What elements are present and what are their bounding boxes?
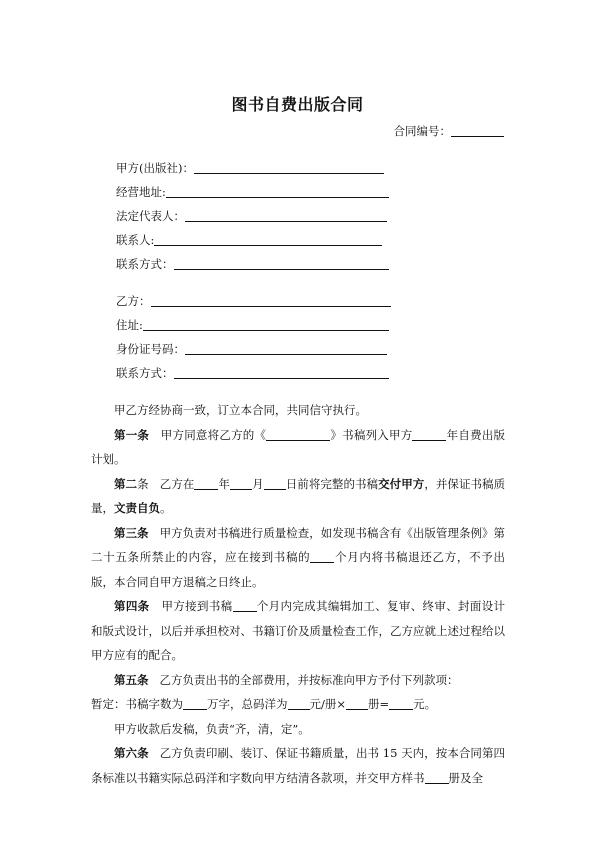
contract-body bbox=[91, 398, 505, 790]
article-5 bbox=[91, 668, 505, 693]
editing-months-blank[interactable] bbox=[233, 599, 257, 612]
party-b-phone-field bbox=[116, 365, 389, 381]
article-5-text: 册= bbox=[368, 697, 390, 711]
party-b-id-field bbox=[116, 341, 387, 357]
party-b-phone-label: 联系方式： bbox=[116, 366, 174, 380]
party-b-address-field bbox=[116, 317, 389, 333]
article-2-text: ，并保证书稿质量， bbox=[91, 476, 506, 515]
sample-copies-blank[interactable] bbox=[425, 771, 449, 784]
article-5-text: 暂定：书稿字数为 bbox=[91, 697, 183, 711]
delivery-day-blank[interactable] bbox=[264, 477, 286, 490]
article-2-text: 条 bbox=[137, 476, 149, 491]
contract-number-label: 合同编号： bbox=[393, 124, 451, 138]
party-a-name-label: 甲方(出版社)： bbox=[116, 161, 194, 175]
article-5-heading: 第五条 bbox=[114, 672, 149, 687]
article-5-text: 乙方负责出书的全部费用，并按标准向甲方予付下列款项： bbox=[159, 672, 459, 687]
party-a-rep-blank[interactable] bbox=[185, 209, 387, 222]
article-5-note bbox=[91, 717, 505, 742]
party-a-contact-blank[interactable] bbox=[154, 233, 382, 246]
total-amount-blank[interactable] bbox=[389, 697, 413, 710]
article-2-text: 年 bbox=[218, 476, 231, 491]
article-1-text: 》书稿列入甲方 bbox=[330, 427, 413, 442]
article-5-text: 元。 bbox=[413, 697, 437, 711]
article-3-text: 甲方负责对书稿进行质量检查，如发现书稿含有《出版管理条例》第二十五条所禁止的内容，应在接到书稿的 bbox=[91, 525, 505, 564]
article-5-amounts bbox=[91, 692, 505, 717]
party-a-phone-blank[interactable] bbox=[174, 257, 389, 270]
article-2-heading: 第二 bbox=[114, 476, 138, 491]
party-b-id-blank[interactable] bbox=[185, 342, 387, 355]
article-2-text: 日前将完整的书稿 bbox=[285, 476, 379, 491]
price-per-copy-blank[interactable] bbox=[288, 697, 310, 710]
party-a-address-field bbox=[116, 184, 389, 200]
party-a-contact-field bbox=[116, 232, 382, 248]
party-a-rep-field bbox=[116, 208, 387, 224]
intro-paragraph bbox=[91, 398, 505, 423]
article-2-text: 月 bbox=[252, 476, 264, 491]
article-3 bbox=[91, 521, 505, 595]
article-3-heading: 第三条 bbox=[114, 525, 149, 540]
article-1-text: 年自费出版计划。 bbox=[91, 427, 506, 466]
article-4-text: 个月内完成其编辑加工、复审、终审、封面设计和版式设计，以后并承担校对、书籍订价及质量检查工作，乙方应就上述过程给以甲方应有的配合。 bbox=[91, 599, 506, 662]
party-b-id-label: 身份证号码： bbox=[116, 342, 185, 356]
party-b-name-field bbox=[116, 293, 391, 309]
book-title-blank[interactable] bbox=[266, 428, 330, 441]
party-a-contact-label: 联系人: bbox=[116, 233, 155, 247]
word-count-blank[interactable] bbox=[183, 697, 207, 710]
party-a-name-field bbox=[116, 160, 384, 176]
party-b-name-blank[interactable] bbox=[151, 294, 391, 307]
copies-blank[interactable] bbox=[346, 697, 368, 710]
intro-text: 甲乙方经协商一致，订立本合同，共同信守执行。 bbox=[114, 403, 367, 417]
delivery-month-blank[interactable] bbox=[230, 477, 252, 490]
article-2 bbox=[91, 472, 505, 521]
party-a-phone-field bbox=[116, 256, 389, 272]
party-a-address-label: 经营地址: bbox=[116, 185, 166, 199]
delivery-year-blank[interactable] bbox=[194, 477, 218, 490]
article-6-text: 乙方负责印刷、装订、保证书籍质量，出书 15 天内，按本合同第四条标准以书籍实际总码洋和字数向甲方结清各款项，并交甲方样书 bbox=[91, 746, 505, 785]
party-b-name-label: 乙方： bbox=[116, 294, 151, 308]
article-4-text: 甲方接到书稿 bbox=[161, 599, 233, 613]
article-5-text: 元/册× bbox=[309, 697, 347, 711]
article-1-text: 甲方同意将乙方的《 bbox=[160, 427, 267, 442]
article-5-text: 万字，总码洋为 bbox=[207, 697, 288, 711]
article-5-text: 甲方收款后发稿，负责“齐，清，定”。 bbox=[114, 721, 310, 736]
contract-number-blank[interactable] bbox=[451, 124, 504, 137]
article-2-text: 。 bbox=[160, 501, 172, 515]
party-b-address-blank[interactable] bbox=[143, 318, 389, 331]
party-b-phone-blank[interactable] bbox=[174, 366, 389, 379]
plan-year-blank[interactable] bbox=[412, 428, 446, 441]
party-a-phone-label: 联系方式： bbox=[116, 257, 174, 271]
article-2-bold-text: 交付甲方 bbox=[378, 476, 425, 491]
article-3-text: 个月内将书稿退还乙方，不予出版，本合同自甲方退稿之日终止。 bbox=[91, 550, 505, 589]
article-6-text: 册及全 bbox=[448, 770, 483, 785]
party-a-address-blank[interactable] bbox=[166, 185, 389, 198]
party-b-address-label: 住址: bbox=[116, 318, 143, 332]
return-months-blank[interactable] bbox=[310, 550, 334, 563]
party-a-name-blank[interactable] bbox=[194, 161, 384, 174]
article-6-heading: 第六条 bbox=[114, 746, 149, 760]
article-6 bbox=[91, 741, 505, 790]
article-2-bold-text: 文责自负 bbox=[114, 501, 160, 515]
article-1 bbox=[91, 423, 505, 472]
article-4 bbox=[91, 594, 505, 668]
article-1-heading: 第一条 bbox=[114, 427, 150, 442]
article-2-text: 乙方在 bbox=[159, 476, 195, 491]
article-4-heading: 第四条 bbox=[114, 599, 150, 613]
party-a-rep-label: 法定代表人： bbox=[116, 209, 185, 223]
contract-number bbox=[394, 123, 505, 139]
document-title: 图书自费出版合同 bbox=[231, 95, 364, 114]
